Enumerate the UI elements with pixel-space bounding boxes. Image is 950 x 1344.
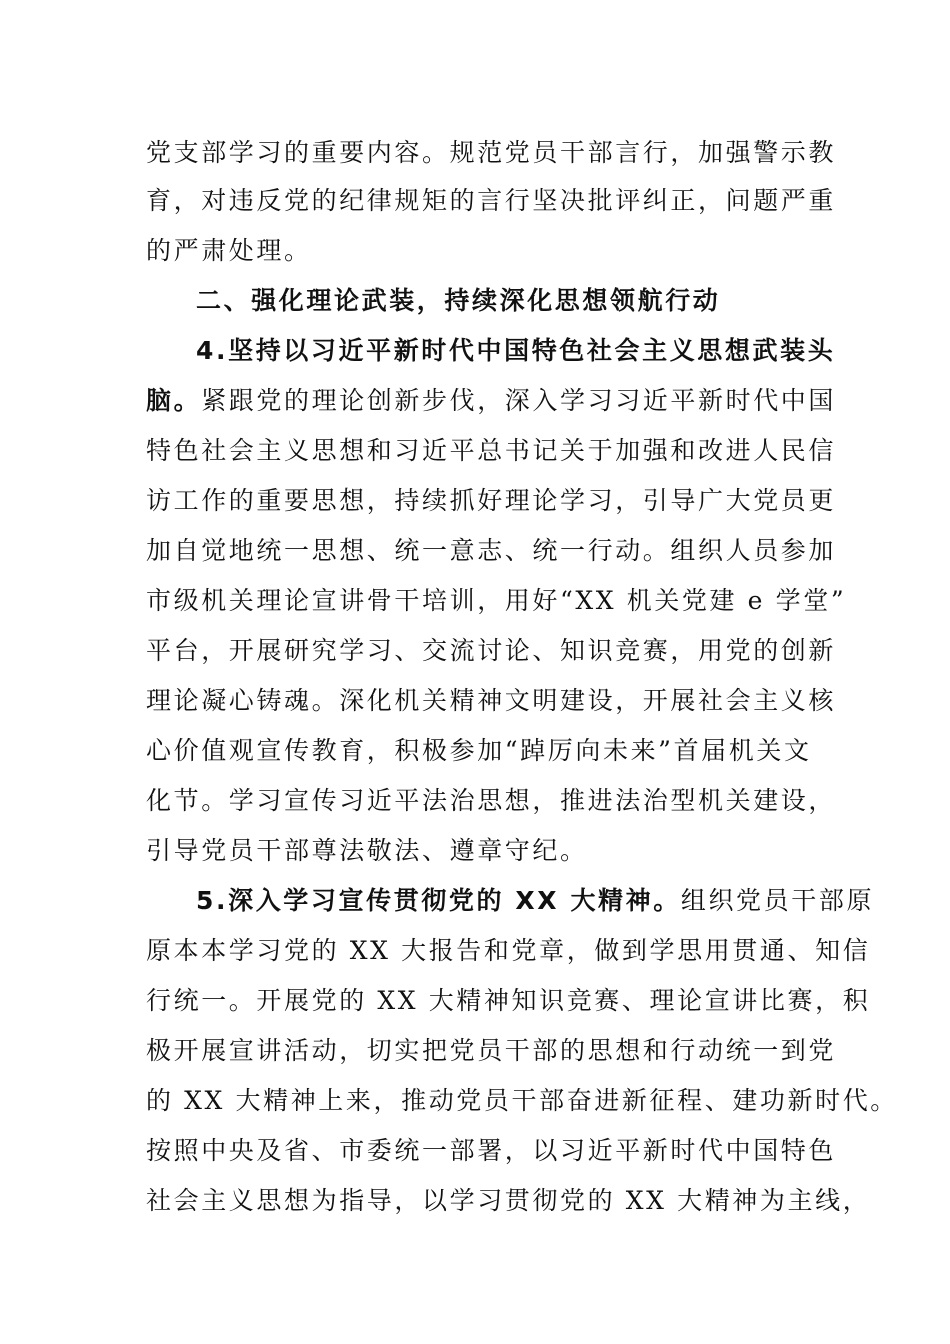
paragraph-line: 引导党员干部尊法敬法、遵章守纪。: [146, 836, 588, 865]
paragraph-line: 市级机关理论宣讲骨干培训，用好“XX 机关党建 e 学堂”: [146, 586, 847, 615]
section-heading: 二、强化理论武装，持续深化思想领航行动: [196, 286, 721, 315]
item4-title: 4.坚持以习近平新时代中国特色社会主义思想武装头: [196, 336, 836, 365]
paragraph-line: 理论凝心铸魂。深化机关精神文明建设，开展社会主义核: [146, 686, 837, 715]
paragraph-line: 心价值观宣传教育，积极参加“踔厉向未来”首届机关文: [146, 736, 812, 765]
paragraph-line: 的严肃处理。: [146, 236, 312, 265]
paragraph-line: [146, 386, 836, 416]
paragraph-line: 按照中央及省、市委统一部署，以习近平新时代中国特色: [146, 1136, 837, 1165]
paragraph-line: 行统一。开展党的 XX 大精神知识竞赛、理论宣讲比赛，积: [146, 986, 871, 1015]
paragraph-line: 极开展宣讲活动，切实把党员干部的思想和行动统一到党: [146, 1036, 837, 1065]
item4-text: 紧跟党的理论创新步伐，深入学习习近平新时代中国: [201, 386, 837, 415]
paragraph-line: 原本本学习党的 XX 大报告和党章，做到学思用贯通、知信: [146, 936, 871, 965]
paragraph-line: 育，对违反党的纪律规矩的言行坚决批评纠正，问题严重: [146, 186, 837, 215]
paragraph-line: 访工作的重要思想，持续抓好理论学习，引导广大党员更: [146, 486, 837, 515]
paragraph-line: 社会主义思想为指导，以学习贯彻党的 XX 大精神为主线，: [146, 1186, 871, 1215]
paragraph-line: 平台，开展研究学习、交流讨论、知识竞赛，用党的创新: [146, 636, 837, 665]
item5-text: 组织党员干部原: [680, 886, 875, 915]
paragraph-line: 党支部学习的重要内容。规范党员干部言行，加强警示教: [146, 138, 837, 167]
paragraph-line: 特色社会主义思想和习近平总书记关于加强和改进人民信: [146, 436, 837, 465]
paragraph-line: [196, 886, 874, 916]
paragraph-line: 加自觉地统一思想、统一意志、统一行动。组织人员参加: [146, 536, 837, 565]
item4-title-end: 脑。: [146, 386, 202, 415]
paragraph-line: 化节。学习宣传习近平法治思想，推进法治型机关建设，: [146, 786, 837, 815]
item5-title: 5.深入学习宣传贯彻党的 XX 大精神。: [196, 886, 681, 915]
paragraph-line: 的 XX 大精神上来，推动党员干部奋进新征程、建功新时代。: [146, 1086, 898, 1115]
